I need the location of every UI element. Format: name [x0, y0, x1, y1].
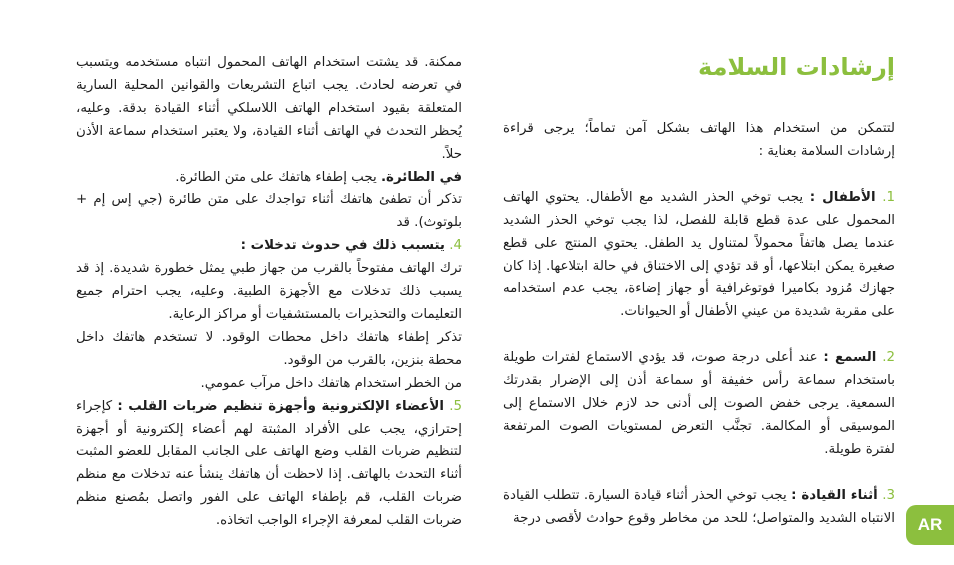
section-text: يجب توخي الحذر الشديد مع الأطفال. يحتوي الهاتف المحمول على عدة قطع قابلة للفصل، لذا يجب توخي الحذر الشديد عندما يصل هاتفاً محمولاً لمتناول يد الطفل. يحتوي المنتج على قطع صغيرة يمكن ابتلاعها، أو قد تؤدي إلى الاختناق في حالة ابتلاعها. إذا كان جهازك مُزود بكاميرا فوتوغرافية أو جهاز إضاءة، يجب عدم استخدامه على مقربة شديدة من عيني الأطفال أو الحيوانات.	[503, 189, 895, 320]
section-heading: الأطفال :	[809, 189, 876, 205]
section-driving	[503, 485, 895, 531]
airplane-text: يجب إطفاء هاتفك على متن الطائرة.	[175, 169, 377, 185]
section-number: 3.	[882, 487, 895, 503]
fuel-paragraph: تذكر إطفاء هاتفك داخل محطات الوقود. لا تستخدم هاتفك داخل محطة بنزين، بالقرب من الوقود.	[76, 329, 462, 368]
section-pacemakers	[76, 396, 462, 533]
section-text: عند أعلى درجة صوت، قد يؤدي الاستماع لفترات طويلة باستخدام سماعة رأس خفيفة أو سماعة أذن إلى الإضرار بقدرتك السمعية. يرجى خفض الصوت إلى أدنى حد لازم خلال الاستماع إلى الموسيقى أو المكالمة. تجنَّب التعرض لمستويات الصوت المرتفعة لفترة طويلة.	[503, 350, 895, 457]
section-heading: الأعضاء الإلكترونية وأجهزة تنظيم ضربات القلب :	[117, 398, 444, 414]
language-badge: AR	[906, 505, 954, 545]
section-heading: السمع :	[823, 350, 877, 366]
section-heading: أثناء القيادة :	[791, 487, 878, 503]
section-number: 1.	[882, 189, 896, 205]
right-column	[503, 118, 895, 531]
page-title: إرشادات السلامة	[698, 53, 895, 81]
left-column	[76, 52, 462, 533]
section-number: 2.	[882, 350, 895, 366]
section-hearing	[503, 347, 895, 462]
section-interference-heading	[76, 235, 462, 258]
section-number: 5.	[449, 398, 462, 414]
garage-paragraph: من الخطر استخدام هاتفك داخل مرآب عمومي.	[200, 375, 462, 391]
intro-paragraph: لتتمكن من استخدام هذا الهاتف بشكل آمن تماماً؛ يرجى قراءة إرشادات السلامة بعناية :	[503, 121, 895, 159]
section-number: 4.	[449, 238, 462, 254]
airplane-reminder: تذكر أن تطفئ هاتفك أثناء تواجدك على متن طائرة (جي إس إم + بلوتوث). قد	[76, 192, 462, 231]
airplane-heading: في الطائرة.	[380, 169, 462, 185]
section-interference-text: ترك الهاتف مفتوحاً بالقرب من جهاز طبي يمثل خطورة شديدة. إذ قد يسبب ذلك تدخلات مع الأجهزة الطبية. وعليه، يجب احترام جميع التعليمات والتحذيرات بالمستشفيات أو مراكز الرعاية.	[76, 261, 462, 322]
airplane-paragraph	[76, 167, 462, 190]
section-text: يجب توخي الحذر أثناء قيادة السيارة. تتطلب القيادة الانتباه الشديد والمتواصل؛ للحد من مخاطر وقوع حوادث لأقصى درجة	[503, 487, 895, 526]
driving-continuation: ممكنة. قد يشتت استخدام الهاتف المحمول انتباه مستخدمه ويتسبب في تعرضه لحادث. يجب اتباع التشريعات والقوانين المحلية السارية المتعلقة بقيود استخدام الهاتف اللاسلكي أثناء القيادة بدقة. وعليه، يُحظر التحدث في الهاتف أثناء القيادة، ولا يعتبر استخدام سماعة الأذن حلاً.	[76, 55, 462, 162]
section-text: كإجراء إحترازي، يجب على الأفراد المثبتة لهم أعضاء إلكترونية أو أجهزة لتنظيم ضربات القلب وضع الهاتف على الجانب المقابل للعضو المثبت أثناء التحدث بالهاتف. إذا لاحظت أن هاتفك ينشأ عنه تدخلات مع منظم ضربات القلب، قم بإطفاء الهاتف على الفور واتصل بمُصنع منظم ضربات القلب لمعرفة الإجراء الواجب اتخاذه.	[76, 398, 462, 529]
section-heading: يتسبب ذلك في حدوث تدخلات :	[240, 238, 445, 254]
section-children	[503, 187, 895, 324]
